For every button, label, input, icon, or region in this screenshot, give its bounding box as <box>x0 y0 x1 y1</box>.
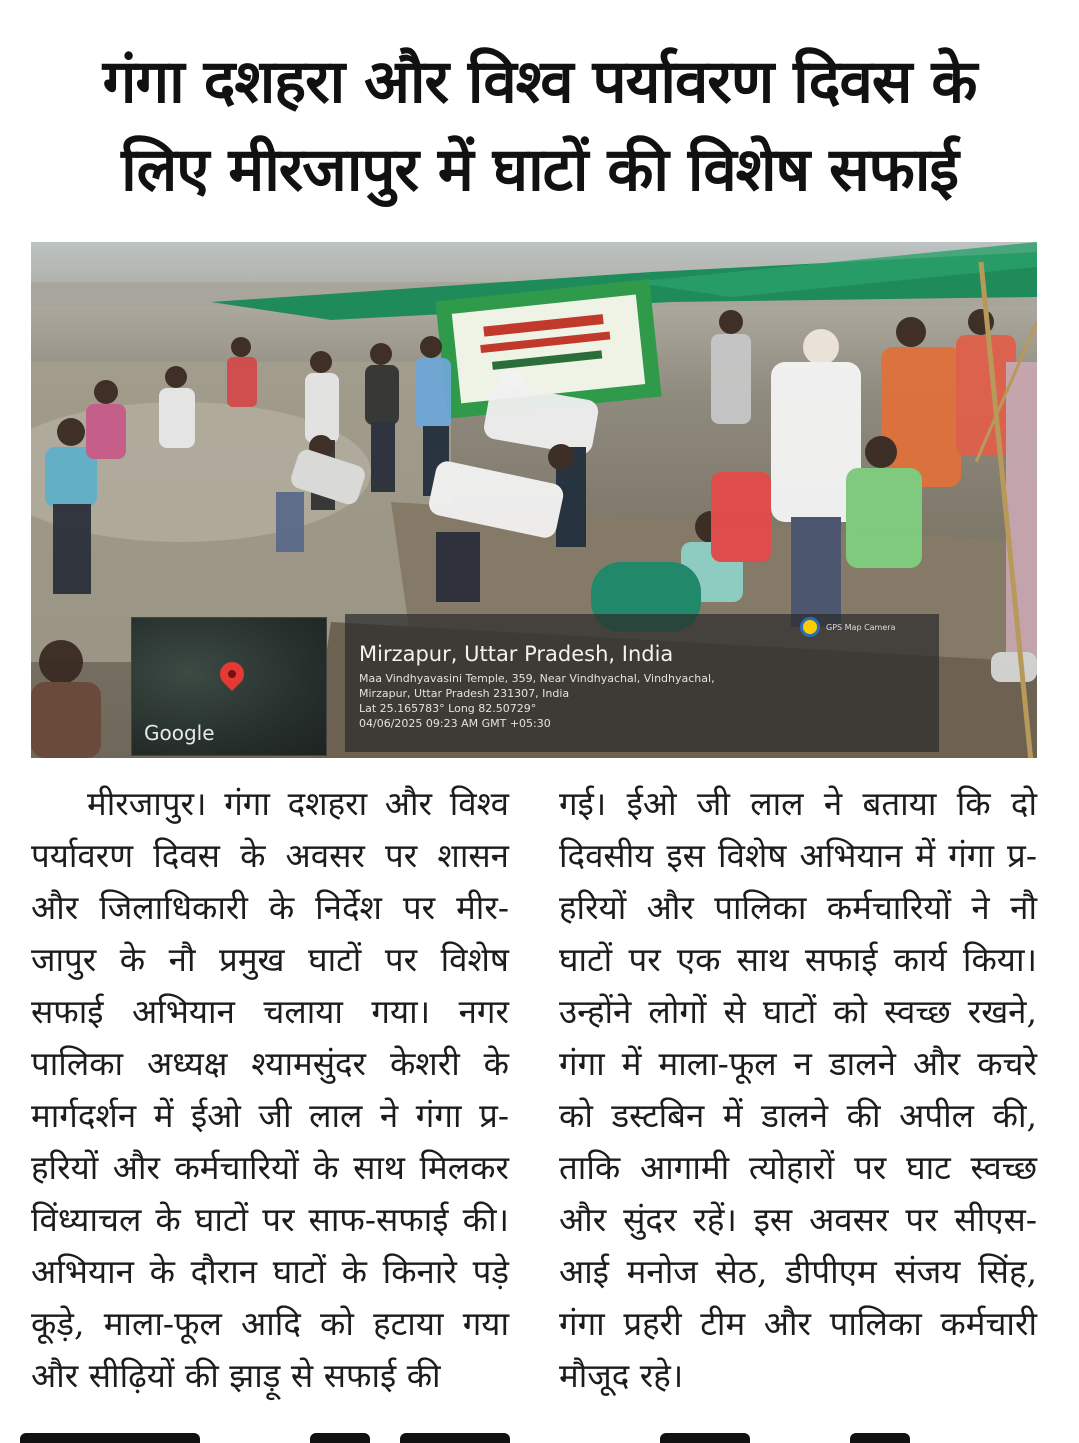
article-right-column <box>559 778 1037 1402</box>
geotag-location: Mirzapur, Uttar Pradesh, India <box>359 642 674 666</box>
geotag-overlay <box>345 614 939 752</box>
geotag-address-1: Maa Vindhyavasini Temple, 359, Near Vindhyachal, Vindhyachal, <box>359 672 715 685</box>
headline <box>20 38 1059 214</box>
gps-camera-icon <box>800 617 820 637</box>
map-pin-icon <box>215 657 249 691</box>
google-logo: Google <box>144 721 215 745</box>
map-thumbnail <box>131 617 327 756</box>
gps-camera-badge <box>800 614 940 640</box>
news-photo <box>31 242 1037 758</box>
article-right-text: गई। ईओ जी लाल ने बताया कि दो दिवसीय इस विशेष अभियान में गंगा प्र-हरियों और पालिका कर्मचारियों ने नौ घाटों पर एक साथ सफाई कार्य किया। उन्होंने लोगों से घाटों को स्वच्छ रखने, गंगा में माला-फूल न डालने और कचरे को डस्टबिन में डालने की अपील की, ताकि आगामी त्योहारों पर घाट स्वच्छ और सुंदर रहें। इस अवसर पर सीएस-आई मनोज सेठ, डीपीएम संजय सिंह, गंगा प्रहरी टीम और पालिका कर्मचारी मौजूद रहे। <box>559 784 1037 1395</box>
next-article-cutoff <box>0 1425 1079 1443</box>
gps-camera-label: GPS Map Camera <box>826 622 896 632</box>
geotag-datetime: 04/06/2025 09:23 AM GMT +05:30 <box>359 717 551 730</box>
article-left-text: मीरजापुर। गंगा दशहरा और विश्व पर्यावरण दिवस के अवसर पर शासन और जिलाधिकारी के निर्देश पर मीर-जापुर के नौ प्रमुख घाटों पर विशेष सफाई अभियान चलाया गया। नगर पालिका अध्यक्ष श्यामसुंदर केशरी के मार्गदर्शन में ईओ जी लाल ने गंगा प्र-हरियों और कर्मचारियों के साथ मिलकर विंध्याचल के घाटों पर साफ-सफाई की। अभियान के दौरान घाटों के किनारे पड़े कूड़े, माला-फूल आदि को हटाया गया और सीढ़ियों की झाड़ू से सफाई की <box>31 784 509 1395</box>
geotag-address-2: Mirzapur, Uttar Pradesh 231307, India <box>359 687 570 700</box>
headline-line-1: गंगा दशहरा और विश्व पर्यावरण दिवस के <box>102 47 977 117</box>
article-left-column <box>31 778 509 1402</box>
geotag-coordinates: Lat 25.165783° Long 82.50729° <box>359 702 537 715</box>
headline-line-2: लिए मीरजापुर में घाटों की विशेष सफाई <box>121 135 958 205</box>
